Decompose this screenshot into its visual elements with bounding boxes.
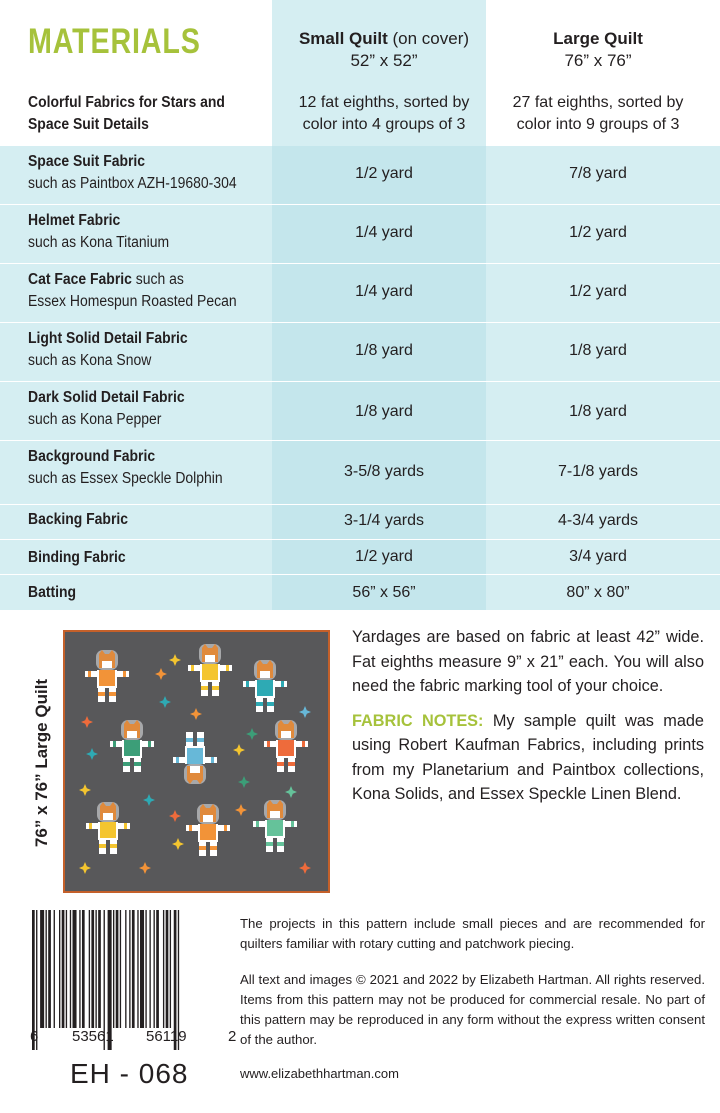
barcode-bar <box>66 910 67 1028</box>
light-solid-large: 1/8 yard <box>569 342 627 359</box>
barcode-bar <box>145 910 146 1028</box>
barcode-bar <box>154 910 155 1028</box>
material-row-binding: Binding Fabric <box>28 549 126 566</box>
barcode-bar <box>149 910 150 1028</box>
fabric-notes-label: FABRIC NOTES: <box>352 711 484 730</box>
cat-face-small: 1/4 yard <box>355 283 413 300</box>
material-row-colorful: Colorful Fabrics for Stars and Space Suit Details <box>28 94 225 133</box>
barcode-bar <box>132 910 135 1028</box>
helmet-large: 1/2 yard <box>569 224 627 241</box>
barcode-bar <box>89 910 90 1028</box>
barcode-bar <box>70 910 71 1028</box>
yardage-notes <box>352 625 704 817</box>
colorful-large: 27 fat eighths, sorted by color into 9 groups of 3 <box>512 94 684 133</box>
barcode-digit-1: 6 <box>30 1028 39 1045</box>
small-quilt-name: Small Quilt <box>298 29 388 48</box>
barcode-bar <box>98 910 101 1028</box>
large-quilt-header <box>486 28 710 72</box>
space-suit-large: 7/8 yard <box>569 165 627 182</box>
light-solid-small: 1/8 yard <box>355 342 413 359</box>
pattern-sku: EH - 068 <box>70 1058 189 1089</box>
large-quilt-size: 76” x 76” <box>564 51 632 70</box>
material-row-light-solid: Light Solid Detail Fabric such as Kona Snow <box>28 330 188 369</box>
barcode-bar <box>95 910 96 1028</box>
barcode-bar <box>82 910 85 1028</box>
barcode-icon <box>32 910 232 1050</box>
material-row-cat-face: Cat Face Fabric such as Essex Homespun Roasted Pecan <box>28 271 237 310</box>
barcode-bar <box>170 910 171 1028</box>
helmet-small: 1/4 yard <box>355 224 413 241</box>
cat-face-large: 1/2 yard <box>569 283 627 300</box>
quilt-illustration <box>65 632 328 891</box>
fabric-notes-text: My sample quilt was made using Robert Kaufman Fabrics, including prints from my Planetarium and Paintbox collections, Kona Solids, and Essex Speckle Linen Blend. <box>352 711 704 803</box>
barcode-bar <box>116 910 119 1028</box>
small-quilt-header <box>272 28 496 72</box>
barcode-bar <box>73 910 77 1028</box>
barcode-digits-2: 53561 <box>72 1028 114 1045</box>
barcode-bar <box>91 910 94 1028</box>
binding-small: 1/2 yard <box>355 548 413 565</box>
barcode-bar <box>54 910 55 1028</box>
material-row-helmet: Helmet Fabric such as Kona Titanium <box>28 212 170 251</box>
barcode-bar <box>46 910 47 1028</box>
material-row-background: Background Fabric such as Essex Speckle Dolphin <box>28 448 223 487</box>
website-link[interactable]: www.elizabethhartman.com <box>240 1066 399 1081</box>
barcode-bar <box>125 910 126 1028</box>
barcode-bar <box>59 910 60 1028</box>
barcode-bar <box>120 910 121 1028</box>
dark-solid-small: 1/8 yard <box>355 403 413 420</box>
barcode-bar <box>129 910 130 1028</box>
background-small: 3-5/8 yards <box>343 463 425 480</box>
small-quilt-note: (on cover) <box>392 29 470 48</box>
backing-large: 4-3/4 yards <box>557 512 639 529</box>
material-row-dark-solid: Dark Solid Detail Fabric such as Kona Pepper <box>28 389 185 428</box>
dark-solid-large: 1/8 yard <box>569 403 627 420</box>
background-large: 7-1/8 yards <box>557 463 639 480</box>
quilt-size-label: 76” x 76” Large Quilt <box>32 678 51 847</box>
barcode-bar <box>62 910 65 1028</box>
small-quilt-size: 52” x 52” <box>350 51 418 70</box>
yardage-note: Yardages are based on fabric at least 42” wide. Fat eighths measure 9” x 21” each. You will also need the fabric marking tool of your choice. <box>352 628 704 695</box>
barcode-digit-4: 2 <box>228 1028 237 1045</box>
barcode-bar <box>140 910 144 1028</box>
barcode-bar <box>48 910 51 1028</box>
barcode-bar <box>79 910 80 1028</box>
batting-small: 56” x 56” <box>352 584 416 601</box>
barcode-bar <box>40 910 44 1028</box>
barcode-bar <box>163 910 164 1028</box>
batting-large: 80” x 80” <box>566 584 630 601</box>
material-row-space-suit: Space Suit Fabric such as Paintbox AZH-19680-304 <box>28 153 237 192</box>
material-row-batting: Batting <box>28 584 77 601</box>
skill-note: The projects in this pattern include small pieces and are recommended for quilters familiar with rotary cutting and patchwork piecing. <box>240 916 705 951</box>
material-row-backing: Backing Fabric <box>28 511 129 528</box>
barcode-bar <box>137 910 138 1028</box>
copyright-note: All text and images © 2021 and 2022 by Elizabeth Hartman. All rights reserved. Items from this pattern may not be produced for commercial resale. No part of this pattern may be reproduced in any form without the express written consent of the author. <box>240 972 705 1047</box>
colorful-small: 12 fat eighths, sorted by color into 4 groups of 3 <box>298 94 470 133</box>
barcode-bar <box>166 910 169 1028</box>
space-suit-small: 1/2 yard <box>355 165 413 182</box>
binding-large: 3/4 yard <box>569 548 627 565</box>
barcode-bar <box>156 910 159 1028</box>
fabric-notes <box>352 709 704 807</box>
large-quilt-name: Large Quilt <box>553 29 643 48</box>
quilt-image <box>63 630 330 893</box>
page-title: MATERIALS <box>28 22 201 61</box>
barcode-digits-3: 56119 <box>146 1028 187 1045</box>
barcode-bar <box>113 910 114 1028</box>
backing-small: 3-1/4 yards <box>343 512 425 529</box>
